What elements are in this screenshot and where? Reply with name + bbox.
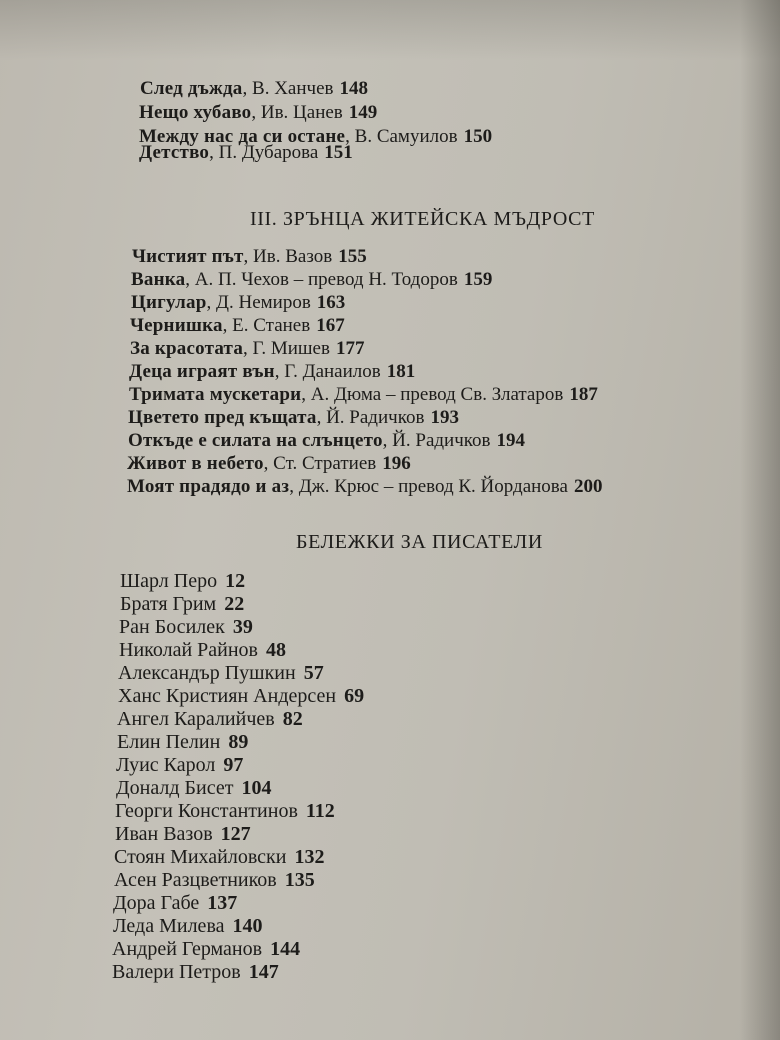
entry-page: 150 [463, 126, 493, 147]
author-entry [118, 685, 364, 707]
entry-page: 39 [232, 616, 253, 638]
entry-page: 194 [496, 430, 526, 451]
author-name: Валери Петров [112, 961, 241, 983]
entry-title: За красотата [130, 338, 244, 359]
toc-entry [128, 407, 459, 429]
toc-entry [127, 476, 602, 498]
toc-entry [127, 453, 411, 475]
toc-entry [128, 430, 525, 452]
entry-author: , Дж. Крюс – превод К. Йорданова [289, 476, 568, 497]
author-name: Ханс Кристиян Андерсен [118, 685, 337, 707]
entry-page: 147 [248, 961, 279, 983]
entry-author: , В. Самуилов [345, 126, 458, 147]
entry-author: , Ст. Стратиев [263, 453, 377, 474]
entry-title: Чистият път [132, 246, 244, 267]
entry-page: 159 [463, 269, 493, 290]
author-entry [112, 938, 300, 960]
entry-page: 177 [335, 338, 365, 359]
entry-page: 155 [338, 246, 367, 267]
entry-author: , Й. Радичков [382, 430, 491, 451]
toc-entry [139, 142, 353, 164]
toc-entry [140, 78, 368, 100]
entry-author: , Ив. Цанев [251, 102, 343, 123]
entry-title: Моят прадядо и аз [127, 476, 290, 497]
author-entry [120, 593, 244, 615]
entry-page: 135 [284, 869, 315, 891]
author-name: Стоян Михайловски [114, 846, 287, 868]
author-name: Асен Разцветников [114, 869, 277, 891]
entry-page: 149 [348, 102, 378, 123]
entry-title: Нещо хубаво [139, 102, 252, 123]
entry-author: , Й. Радичков [316, 407, 425, 428]
entry-page: 187 [569, 384, 598, 405]
author-entry [118, 662, 324, 684]
author-name: Братя Грим [120, 593, 217, 615]
section-heading: III. ЗРЪНЦА ЖИТЕЙСКА МЪДРОСТ [250, 208, 595, 230]
entry-page: 82 [282, 708, 303, 730]
entry-page: 89 [228, 731, 249, 753]
author-name: Ран Босилек [119, 616, 225, 638]
author-name: Николай Райнов [119, 639, 258, 661]
author-entry [119, 639, 286, 661]
toc-entry [131, 269, 492, 291]
entry-page: 104 [241, 777, 272, 799]
entry-page: 97 [223, 754, 244, 776]
entry-page: 167 [316, 315, 345, 336]
author-entry [119, 616, 253, 638]
entry-page: 112 [305, 800, 335, 822]
entry-author: , Г. Данаилов [274, 361, 381, 382]
entry-page: 151 [324, 142, 353, 163]
author-name: Леда Милева [113, 915, 225, 937]
entry-title: Между нас да си остане [139, 126, 346, 147]
entry-title: Тримата мускетари [129, 384, 302, 405]
entry-page: 140 [232, 915, 263, 937]
entry-title: Откъде е силата на слънцето [128, 430, 383, 451]
author-name: Дора Габе [113, 892, 200, 914]
author-name: Александър Пушкин [118, 662, 296, 684]
entry-page: 132 [294, 846, 325, 868]
entry-title: Цветето пред къщата [128, 407, 317, 428]
entry-page: 127 [220, 823, 251, 845]
toc-entry [139, 102, 377, 124]
entry-page: 181 [386, 361, 416, 382]
toc-entry [131, 292, 345, 314]
top-shadow [0, 0, 780, 60]
author-name: Георги Константинов [115, 800, 298, 822]
author-entry [115, 823, 251, 845]
author-entry [112, 961, 279, 983]
toc-entry [129, 384, 598, 406]
toc-entry [130, 338, 364, 360]
entry-page: 48 [266, 639, 286, 661]
author-entry [116, 754, 243, 776]
author-name: Ангел Каралийчев [117, 708, 275, 730]
entry-page: 12 [225, 570, 246, 592]
author-entry [113, 892, 237, 914]
toc-entry [129, 361, 415, 383]
entry-author: , Д. Немиров [206, 292, 311, 313]
entry-page: 148 [339, 78, 368, 99]
entry-author: , В. Ханчев [242, 78, 334, 99]
author-entry [114, 869, 315, 891]
entry-page: 137 [207, 892, 238, 914]
author-entry [113, 915, 263, 937]
entry-page: 144 [270, 938, 301, 960]
entry-author: , А. П. Чехов – превод Н. Тодоров [185, 269, 458, 290]
author-entry [117, 731, 248, 753]
entry-page: 69 [344, 685, 365, 707]
author-name: Доналд Бисет [116, 777, 234, 799]
author-name: Луис Карол [116, 754, 216, 776]
entry-author: , Ив. Вазов [243, 246, 333, 267]
entry-author: , А. Дюма – превод Св. Златаров [301, 384, 564, 405]
entry-author: , Г. Мишев [243, 338, 330, 359]
toc-entry [130, 315, 345, 337]
entry-page: 22 [224, 593, 245, 615]
author-entry [115, 800, 335, 822]
author-entry [120, 570, 245, 592]
author-entry [117, 708, 303, 730]
entry-author: , Е. Станев [222, 315, 311, 336]
entry-title: След дъжда [140, 78, 243, 99]
author-name: Шарл Перо [120, 570, 218, 592]
author-entry [116, 777, 271, 799]
author-name: Андрей Германов [112, 938, 263, 960]
spine-shadow [740, 0, 780, 1040]
entry-title: Живот в небето [127, 453, 264, 474]
author-name: Елин Пелин [117, 731, 221, 753]
entry-page: 193 [430, 407, 459, 428]
entry-author: , П. Дубарова [209, 142, 319, 163]
entry-title: Деца играят вън [129, 361, 275, 382]
entry-page: 200 [573, 476, 603, 497]
toc-entry [132, 246, 367, 268]
entry-title: Чернишка [130, 315, 223, 336]
entry-title: Цигулар [131, 292, 207, 313]
entry-title: Ванка [131, 269, 186, 290]
entry-page: 163 [316, 292, 346, 313]
author-entry [114, 846, 324, 868]
author-name: Иван Вазов [115, 823, 213, 845]
entry-page: 57 [303, 662, 324, 684]
section-heading: БЕЛЕЖКИ ЗА ПИСАТЕЛИ [296, 531, 543, 553]
entry-page: 196 [382, 453, 411, 474]
entry-title: Детство [139, 142, 210, 163]
